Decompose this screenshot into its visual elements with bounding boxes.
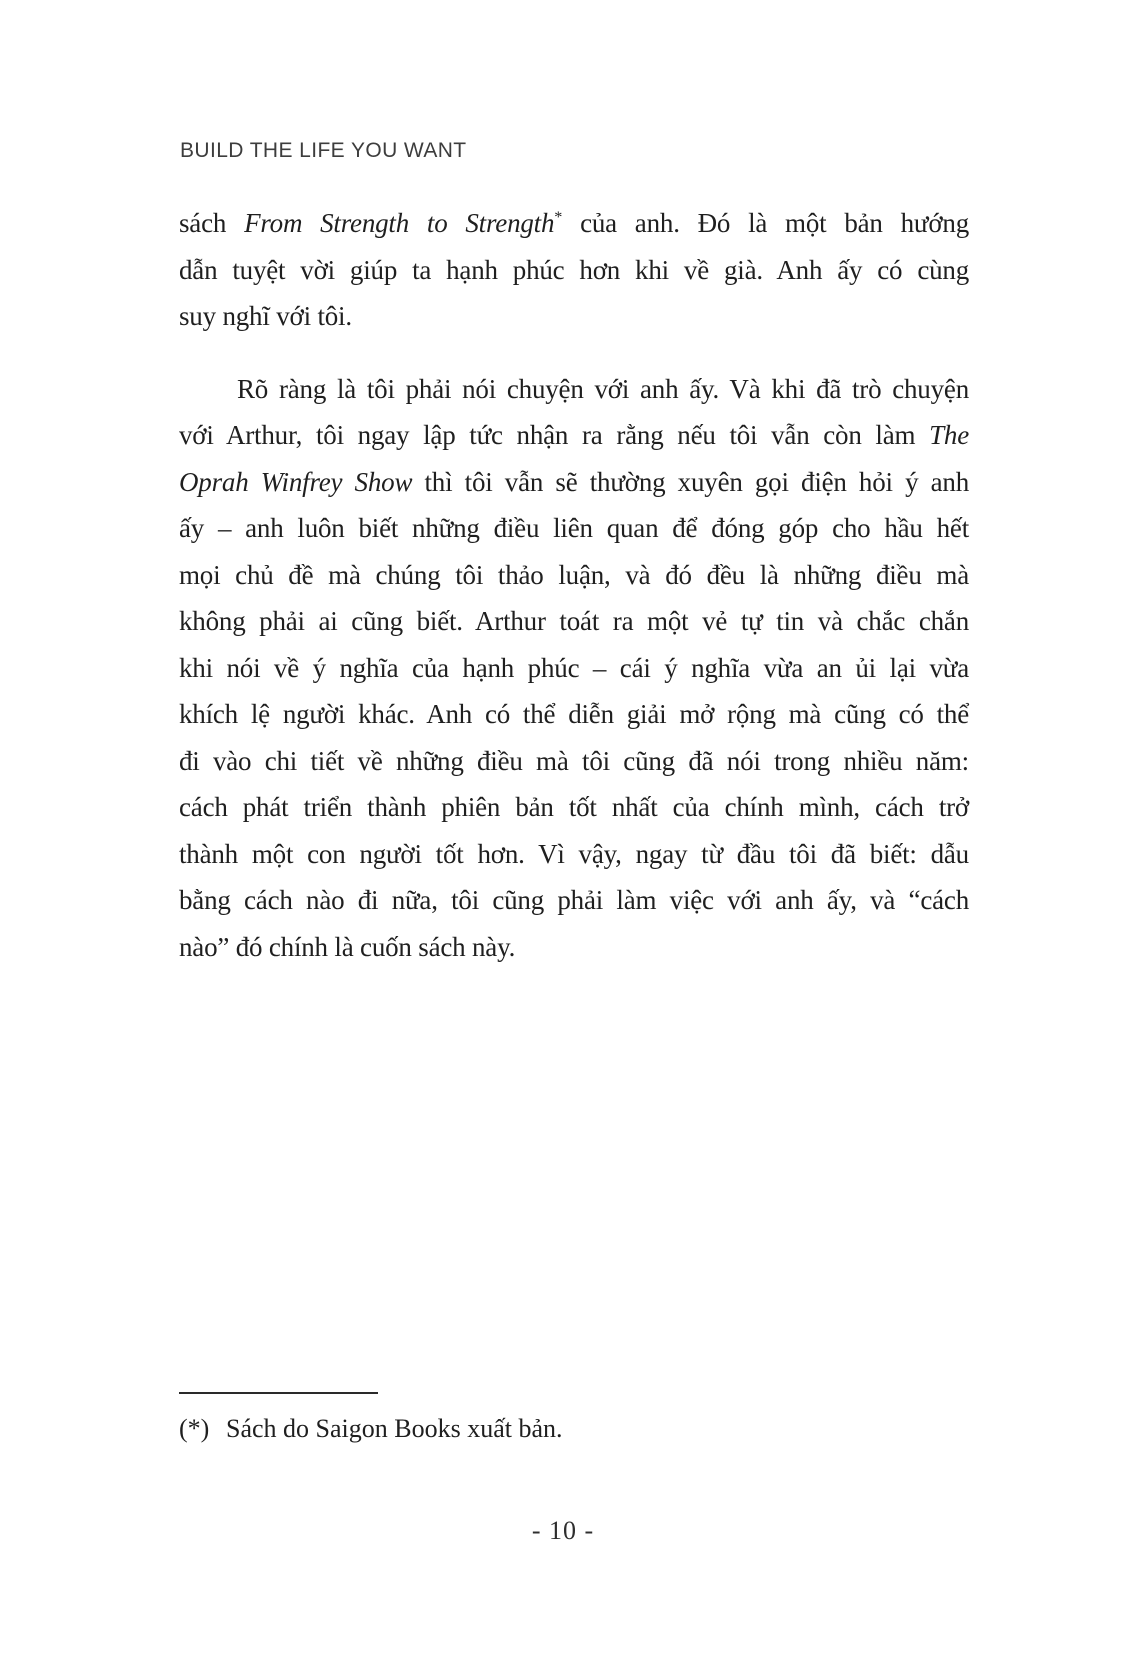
footnote-text: Sách do Saigon Books xuất bản. — [226, 1414, 563, 1443]
running-header: BUILD THE LIFE YOU WANT — [180, 139, 467, 162]
text-line: khi nói về ý nghĩa của hạnh phúc – cái ý nghĩa vừa an ủi lại vừa — [179, 652, 969, 683]
text-line: thành một con người tốt hơn. Vì vậy, ngay từ đầu tôi đã biết: dẫu — [179, 838, 969, 869]
text-line: ấy – anh luôn biết những điều liên quan để đóng góp cho hầu hết — [179, 513, 969, 543]
paragraph-1 — [179, 200, 969, 340]
text-line: Oprah Winfrey Show thì tôi vẫn sẽ thường xuyên gọi điện hỏi ý anh — [179, 466, 969, 497]
text-line: khích lệ người khác. Anh có thể diễn giải mở rộng mà cũng có thể — [179, 699, 969, 729]
page-number: - 10 - — [531, 1516, 595, 1545]
footnote-rule — [179, 1392, 378, 1394]
text-line: Rõ ràng là tôi phải nói chuyện với anh ấy. Và khi đã trò chuyện — [237, 373, 969, 404]
text-line: với Arthur, tôi ngay lập tức nhận ra rằng nếu tôi vẫn còn làm The — [179, 420, 969, 450]
text-line: không phải ai cũng biết. Arthur toát ra một vẻ tự tin và chắc chắn — [179, 606, 969, 636]
text-line: bằng cách nào đi nữa, tôi cũng phải làm việc với anh ấy, và “cách — [179, 885, 969, 915]
footnote — [179, 1392, 969, 1446]
paragraph-2 — [179, 366, 969, 971]
text-line: suy nghĩ với tôi. — [179, 301, 352, 331]
footnote-text-line — [179, 1412, 969, 1446]
text-line: đi vào chi tiết về những điều mà tôi cũng đã nói trong nhiều năm: — [179, 745, 969, 776]
text-line: dẫn tuyệt vời giúp ta hạnh phúc hơn khi về già. Anh ấy có cùng — [179, 254, 969, 285]
text-line: cách phát triển thành phiên bản tốt nhất của chính mình, cách trở — [179, 792, 969, 822]
text-line: nào” đó chính là cuốn sách này. — [179, 931, 516, 962]
footnote-marker: (*) — [179, 1414, 210, 1443]
text-line: mọi chủ đề mà chúng tôi thảo luận, và đó đều là những điều mà — [179, 559, 969, 590]
body-text — [179, 200, 969, 970]
text-line: sách From Strength to Strength* của anh. Đó là một bản hướng — [179, 208, 969, 238]
